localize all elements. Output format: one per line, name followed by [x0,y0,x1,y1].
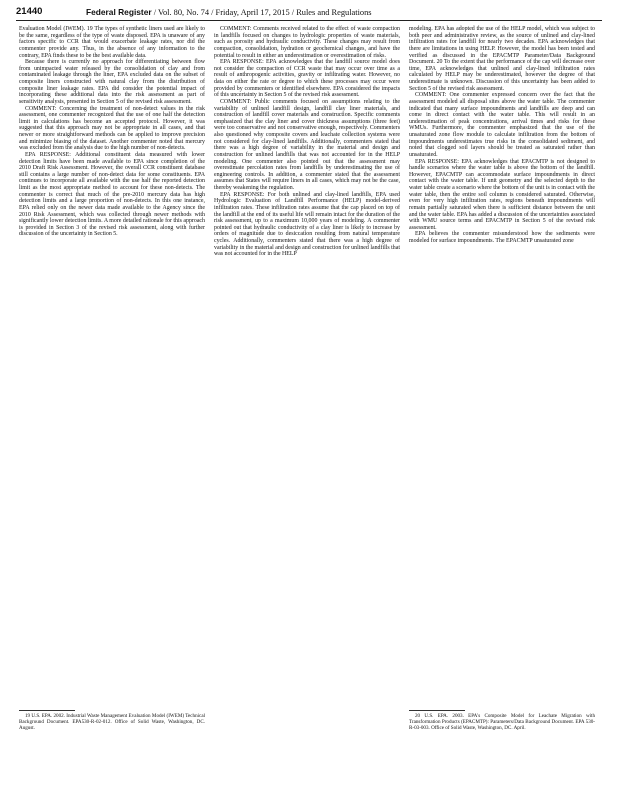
paragraph: Evaluation Model (IWEM). 19 The types of synthetic liners used are likely to be the same, regardless of the type of waste disposed. EPA is unaware of any factors specific to CCR that would exacerbate leakage rates, nor did the commenter provide any. Thus, in the absence of any information to the contrary, EPA finds these to be the best available data. [19,26,205,59]
paragraph: EPA RESPONSE: EPA acknowledges that the landfill source model does not consider the compaction of CCR waste that may occur over time as a result of anthropogenic activities, gravity or infiltrating water. However, no data on either the rate or degree to which these processes may occur were provided by commenters or identified elsewhere. EPA considered the impacts of this uncertainty in Section 5 of the revised risk assessment. [214,59,400,99]
footnote-rule [409,710,465,711]
footnote-right [409,714,595,732]
paragraph: COMMENT: One commenter expressed concern over the fact that the assessment modeled all disposal sites above the water table. The commenter indicated that many surface impoundments and landfills are deep and can come in direct contact with the water table. This will result in an underestimation of peak concentrations, arrival times and risks for these WMUs. Furthermore, the commenter emphasized that the use of the unsaturated zone flow module to calculate infiltration from the bottom of impoundments underestimates true risks in the consolidated sediment, and noted that clogged soil layers should be treated as saturated rather than unsaturated. [409,92,595,158]
text-column-middle [214,26,400,258]
paragraph: Because there is currently no approach for differentiating between flow from unimpacted water released by the consolidation of clay and from contaminated leakage through the liner, EPA excluded data on the subset of composite liners constructed with natural clay from the distribution of composite liner leakage rates. EPA did consider the potential impact of incorporating these additional data into the risk assessment as part of sensitivity analysis, presented in Section 5 of the revised risk assessment. [19,59,205,105]
publication-title: Federal Register [86,7,152,17]
paragraph: EPA RESPONSE: Additional constituent data measured with lower detection limits have been made available to EPA since completion of the 2010 Draft Risk Assessment. However, the overall CCR constituent database still contains a large number of non-detect data for some constituents. EPA continues to incorporate all available with the use half the reported detection limit as the most appropriate method to account for these non-detects. The commenter is correct that much of the pre-2010 mercury data has high detection limits and a large proportion of non-detects. In this one instance, EPA relied only on the newer data made available to the Agency since the 2010 Risk Assessment, which was collected through newer methods with significantly lower detection limits. A more detailed rationale for this approach is provided in Section 3 of the revised risk assessment, along with further discussion of the uncertainty in Section 5. [19,151,205,238]
paragraph: COMMENT: Comments received related to the effect of waste compaction in landfills focused on changes to hydrologic properties of waste materials, such as porosity and hydraulic conductivity. These changes may result from compaction, consolidation, hydration or geochemical changes, and have the potential to result in either an underestimation or overestimation of risks. [214,26,400,59]
footnote-text: 20 U.S. EPA. 2003. EPA's Composite Model for Leachate Migration with Transformation Products (EPACMTP): Parameters/Data Background Document. EPA 530-R-03-003. Office of Solid Waste, Washington, DC. April. [409,713,595,731]
paragraph: EPA RESPONSE: EPA acknowledges that EPACMTP is not designed to handle scenarios where the water table is above the bottom of the landfill. However, EPACMTP can accommodate surface impoundments in direct contact with the water table. If unit geometry and the selected depth to the water table create a scenario where the bottom of the unit is in contact with the water table, then the entire soil column is considered saturated. Otherwise, even for very high infiltration rates, regions beneath impoundments will remain partially saturated when there is sufficient distance between the unit and the water table. EPA has added a discussion of the uncertainties associated with WMU source terms and EPACMTP in Section 5 of the revised risk assessment. [409,158,595,231]
header-rule [16,20,602,21]
paragraph: EPA believes the commenter misunderstood how the sediments were modeled for surface impoundments. The EPACMTP unsaturated zone [409,231,595,244]
paragraph: COMMENT: Public comments focused on assumptions relating to the variability of unlined landfill design, landfill clay liner materials, and construction of landfill cover materials and construction. Specific comments emphasized that the clay liner and cover thickness assumptions (three feet) were too conservative and not conservative enough, respectively. Commenters also questioned why composite covers and leachate collection systems were not considered for clay-lined landfills. Additionally, commenters stated that there was a high degree of variability in the material and design and construction for unlined landfills that was not accounted for in the HELP modeling. One commenter also pointed out that the assessment may overestimate percolation rates from landfills by underestimating the use of engineering controls. In addition, a commenter stated that the assessment assumes that States will require liners in all cases, which may not be the case, thereby weakening the regulation. [214,98,400,191]
paragraph: COMMENT: Concerning the treatment of non-detect values in the risk assessment, one commenter recognized that the use of one half the detection limit in calculations has become an accepted protocol. However, it was suggested that this approach may not be appropriate in all cases, and that newer or more straightforward methods can be applied to improve precision and minimize biasing of the dataset. Another commenter noted that mercury was excluded from the analysis due to the high number of non-detects. [19,105,205,152]
text-column-left [19,26,205,238]
footnote-left [19,714,205,732]
running-head [86,7,372,17]
paragraph: modeling. EPA has adopted the use of the HELP model, which was subject to both peer and administrative review, as the source of unlined and clay-lined infiltration rates for landfill for nearly two decades. EPA acknowledges that there are limitations in using HELP. However, the model has been tested and verified as discussed in the EPACMTP Parameter/Data Background Document. 20 To the extent that the performance of the cap will decrease over time, EPA acknowledges that unlined and clay-lined infiltration rates calculated by HELP may be underestimated, however the degree of that underestimate is unknown. Discussion of this uncertainty has been added to Section 5 of the revised risk assessment. [409,26,595,92]
text-column-right [409,26,595,245]
volume-info: / Vol. 80, No. 74 / Friday, April 17, 2015 / Rules and Regulations [153,8,372,17]
paragraph: EPA RESPONSE: For both unlined and clay-lined landfills, EPA used Hydrologic Evaluation of Landfill Performance (HELP) model-derived infiltration rates. These infiltration rates assume that the cap placed on top of the landfill at the end of its useful life will remain intact for the duration of the risk assessment, up to a maximum 10,000 years of modeling. A commenter pointed out that hydraulic conductivity of a clay liner is likely to increase by orders of magnitude due to desiccation resulting from natural temperature cycles. Additionally, commenters stated that there was a high degree of variability in the material and design and construction for unlined landfills that was not accounted for in the HELP [214,191,400,258]
footnote-rule [19,710,75,711]
page-number: 21440 [16,6,43,17]
footnote-text: 19 U.S. EPA. 2002. Industrial Waste Management Evaluation Model (IWEM) Technical Background Document. EPA530-R-02-012. Office of Solid Waste, Washington, DC. August. [19,713,205,731]
page-header [16,6,602,20]
